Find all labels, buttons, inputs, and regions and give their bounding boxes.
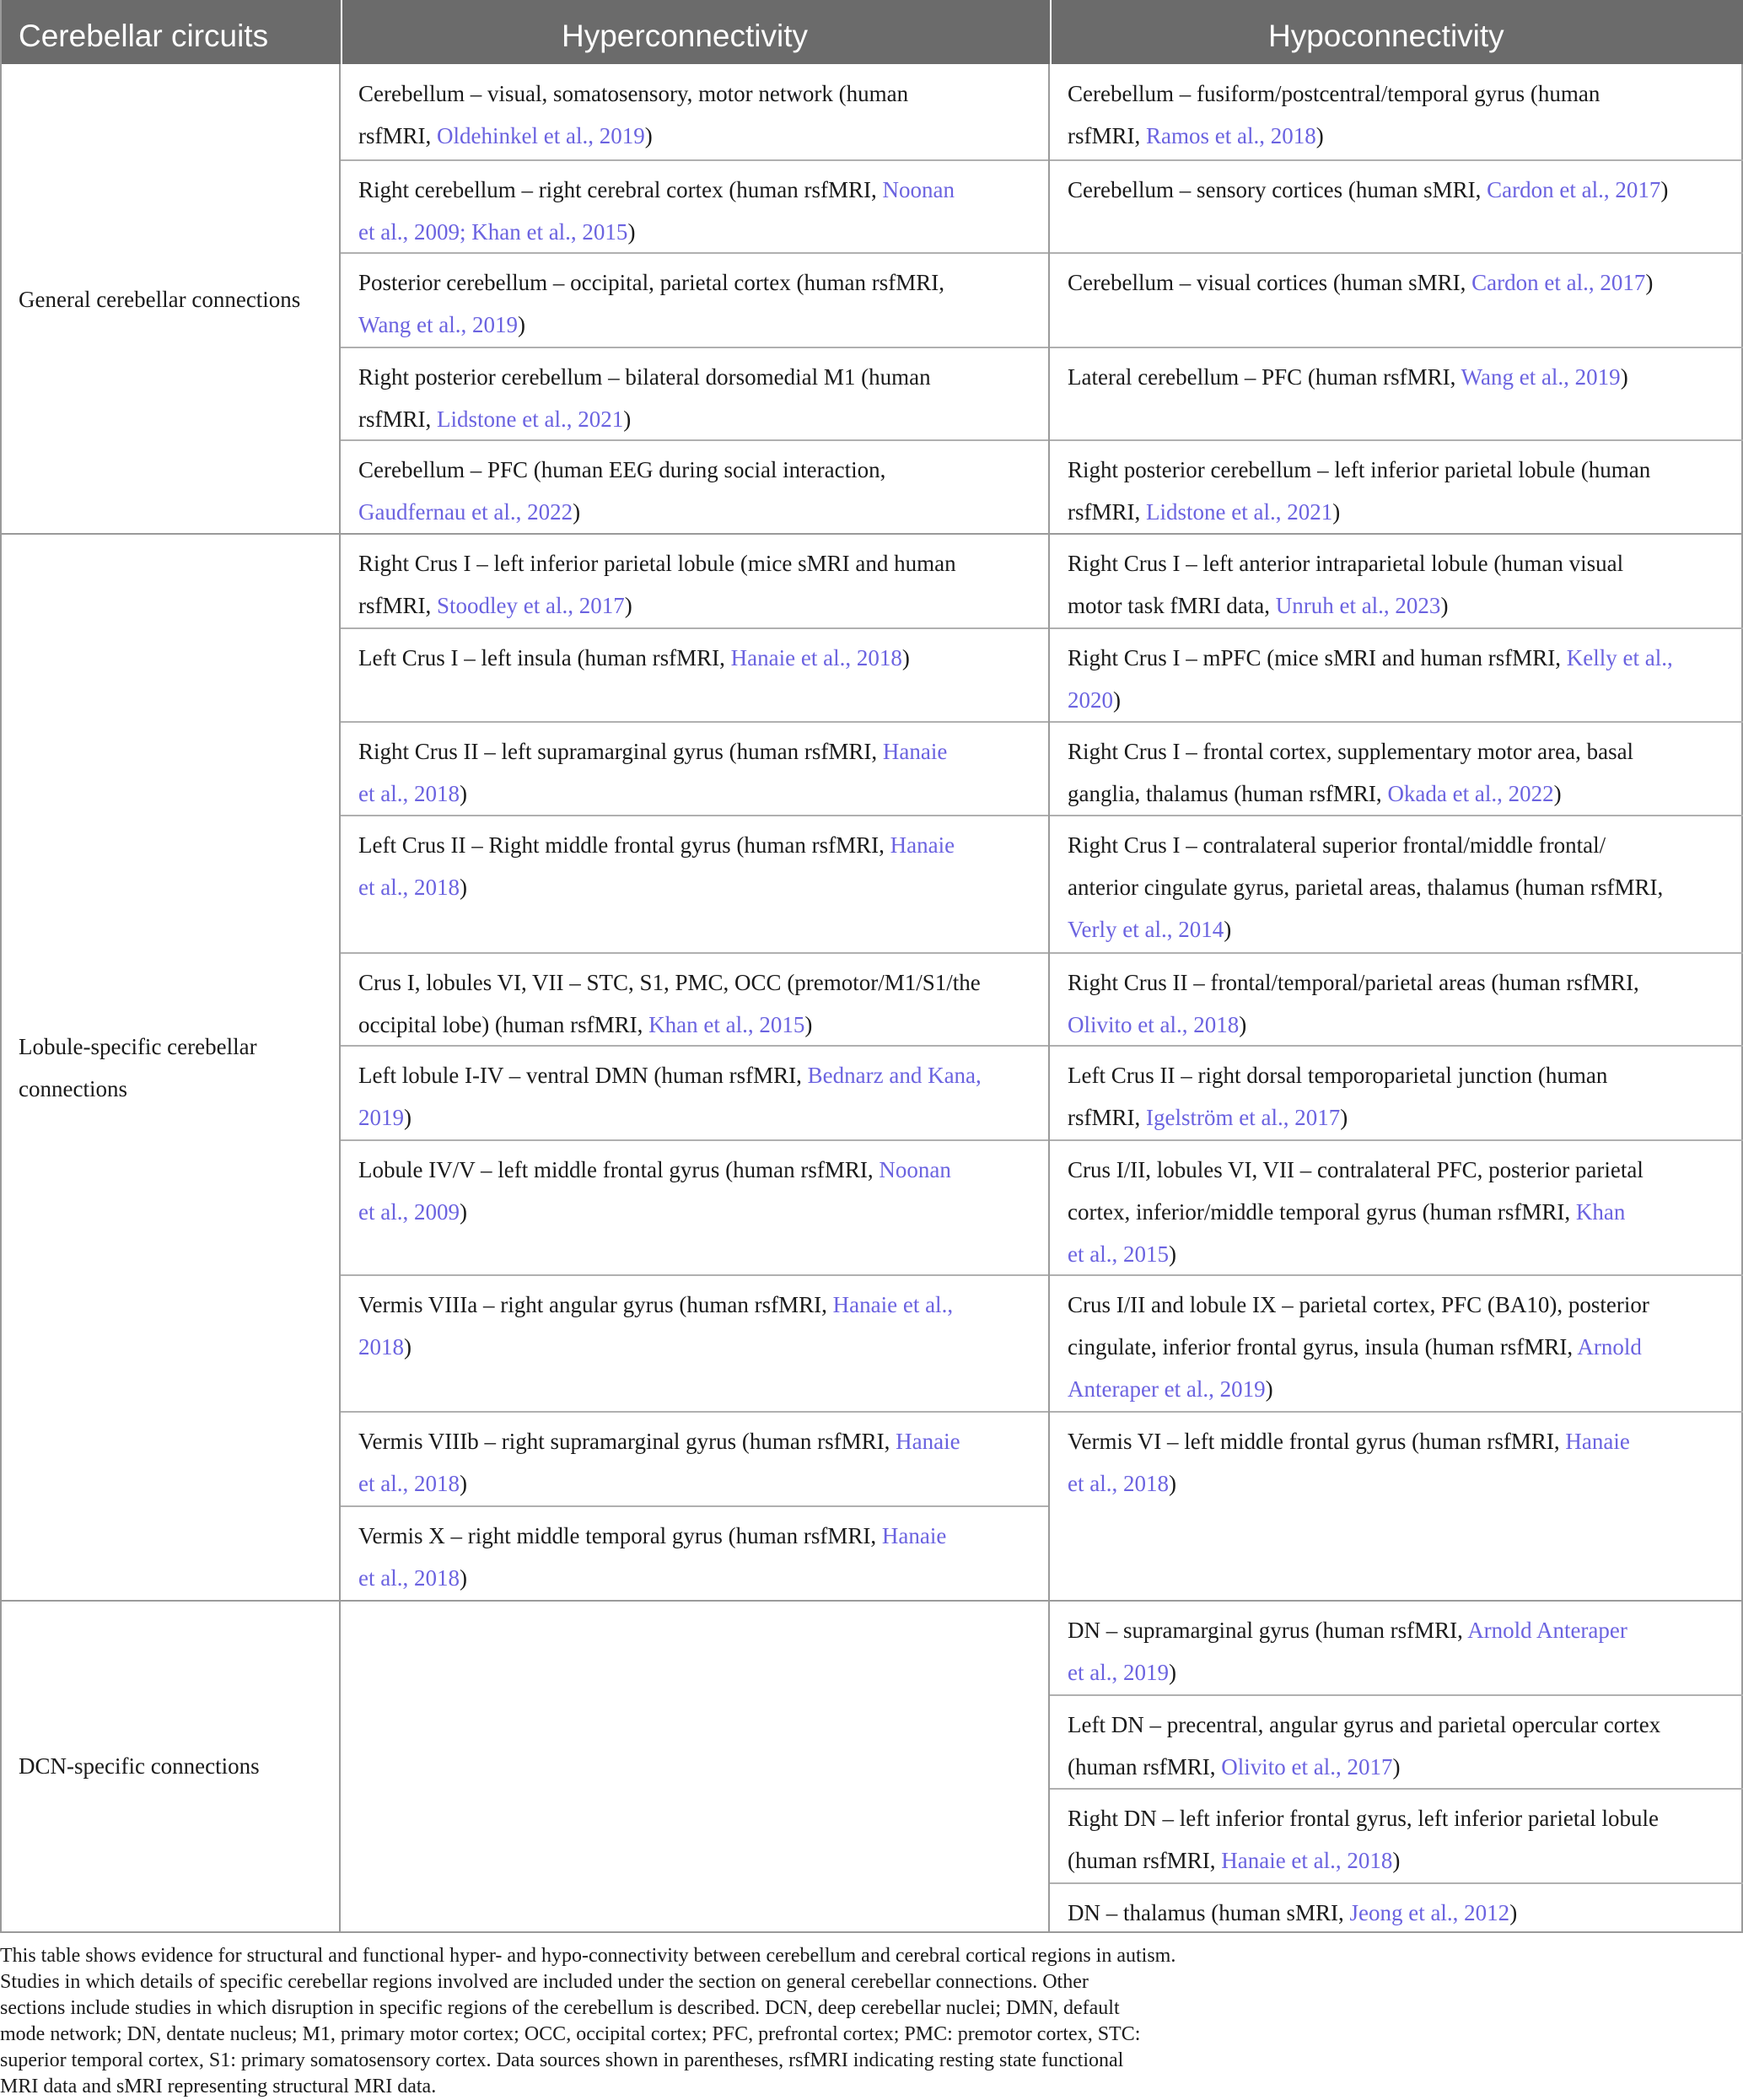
cell-text: Cerebellum – PFC (human EEG during social interaction, — [358, 457, 886, 482]
cell-text: motor task fMRI data, — [1068, 593, 1276, 618]
cell-text: Cerebellum – visual, somatosensory, motor network (human — [358, 81, 909, 106]
cell-line — [1068, 1609, 1734, 1651]
cell-text: ) — [1168, 1241, 1176, 1267]
cell-text: Left Crus I – left insula (human rsfMRI, — [358, 645, 731, 670]
citation-link[interactable]: Hanaie — [1565, 1429, 1630, 1454]
cell-text: ) — [901, 645, 910, 670]
cell-text: ) — [627, 219, 636, 245]
table-footnote — [0, 1943, 1743, 2100]
citation-link[interactable]: Hanaie — [890, 832, 955, 858]
cell-line — [358, 1420, 1046, 1462]
row-divider — [1050, 1882, 1743, 1884]
cell-text: ganglia, thalamus (human rsfMRI, — [1068, 781, 1388, 806]
hypo-cell — [1068, 169, 1734, 211]
cell-text: ) — [1168, 1660, 1176, 1685]
cell-text: ) — [1392, 1754, 1401, 1780]
row-divider — [341, 627, 1048, 629]
cell-line — [1068, 824, 1734, 866]
cell-text: Cerebellum – fusiform/postcentral/temporal gyrus (human — [1068, 81, 1600, 106]
citation-link[interactable]: et al., 2015 — [1068, 1241, 1169, 1267]
hyper-cell — [358, 961, 1046, 1046]
cell-text: ) — [1645, 270, 1654, 295]
cell-text: cingulate, inferior frontal gyrus, insula (human rsfMRI, — [1068, 1334, 1578, 1360]
citation-link[interactable]: Gaudfernau et al., 2022 — [358, 499, 573, 525]
header-divider — [341, 0, 342, 64]
cell-line — [358, 542, 1046, 584]
cell-text: Vermis X – right middle temporal gyrus (human rsfMRI, — [358, 1523, 882, 1548]
cell-text: Left DN – precentral, angular gyrus and parietal opercular cortex — [1068, 1712, 1661, 1737]
hyper-cell — [358, 637, 1046, 679]
citation-link[interactable]: et al., 2009; Khan et al., 2015 — [358, 219, 628, 245]
cell-text: rsfMRI, — [1068, 1105, 1146, 1130]
cell-text: anterior cingulate gyrus, parietal areas, thalamus (human rsfMRI, — [1068, 875, 1664, 900]
cell-text: Right Crus II – frontal/temporal/parietal areas (human rsfMRI, — [1068, 970, 1639, 995]
row-divider — [1050, 627, 1743, 629]
citation-link[interactable]: et al., 2018 — [358, 1471, 460, 1496]
cell-text: Right posterior cerebellum – bilateral dorsomedial M1 (human — [358, 364, 931, 390]
cell-line — [1068, 542, 1734, 584]
cell-text: ) — [459, 1471, 467, 1496]
hypo-cell — [1068, 73, 1734, 157]
row-divider — [1050, 1788, 1743, 1790]
cell-text: ) — [644, 123, 653, 148]
citation-link[interactable]: Verly et al., 2014 — [1068, 917, 1224, 942]
hypo-cell — [1068, 824, 1734, 950]
citation-link[interactable]: Hanaie et al., 2018 — [1221, 1848, 1393, 1873]
cell-line — [358, 773, 1046, 815]
citation-link[interactable]: Khan — [1575, 1199, 1626, 1225]
cell-text: Right Crus I – contralateral superior frontal/middle frontal/ — [1068, 832, 1606, 858]
citation-link[interactable]: Lidstone et al., 2021 — [437, 407, 624, 432]
cell-text: Left Crus II – right dorsal temporoparietal junction (human — [1068, 1063, 1608, 1088]
citation-link[interactable]: Noonan — [879, 1157, 951, 1182]
cell-text: ) — [1113, 687, 1121, 713]
hyper-cell — [358, 261, 1046, 346]
row-divider — [341, 1045, 1048, 1047]
cell-text: Crus I/II and lobule IX – parietal cortex, PFC (BA10), posterior — [1068, 1292, 1649, 1317]
cell-line — [1068, 584, 1734, 627]
cell-line — [1068, 637, 1734, 679]
cell-text: ) — [623, 407, 632, 432]
cell-text: Right Crus II – left supramarginal gyrus (human rsfMRI, — [358, 739, 883, 764]
cell-line — [1068, 1368, 1734, 1410]
cell-text: rsfMRI, — [358, 593, 437, 618]
citation-link[interactable]: et al., 2018 — [358, 875, 460, 900]
cell-text: Cerebellum – visual cortices (human sMRI, — [1068, 270, 1472, 295]
cell-text: Right Crus I – mPFC (mice sMRI and human rsfMRI, — [1068, 645, 1567, 670]
cell-text: ) — [573, 499, 581, 525]
hypo-cell — [1068, 1284, 1734, 1410]
cell-text: rsfMRI, — [358, 123, 437, 148]
citation-link[interactable]: Arnold Anteraper — [1467, 1618, 1627, 1643]
header-hypoconnectivity: Hypoconnectivity — [1268, 19, 1504, 53]
hyper-cell — [358, 356, 1046, 440]
cell-line — [358, 73, 1046, 115]
cell-line — [358, 1096, 1046, 1139]
row-divider — [341, 1274, 1048, 1276]
cell-line — [1068, 1284, 1734, 1326]
cell-line — [358, 449, 1046, 491]
cell-line — [358, 637, 1046, 679]
hypo-cell — [1068, 961, 1734, 1046]
row-divider — [1050, 439, 1743, 441]
cell-line — [358, 261, 1046, 304]
cell-line — [358, 115, 1046, 157]
cell-text: ) — [459, 875, 467, 900]
cell-text: ) — [459, 1565, 467, 1591]
cell-line — [1068, 449, 1734, 491]
row-divider — [1050, 252, 1743, 254]
cell-line — [358, 304, 1046, 346]
citation-link[interactable]: Hanaie et al., — [832, 1292, 954, 1317]
citation-link[interactable]: Cardon et al., 2017 — [1487, 177, 1661, 202]
citation-link[interactable]: et al., 2018 — [358, 1565, 460, 1591]
cell-text: Vermis VI – left middle frontal gyrus (human rsfMRI, — [1068, 1429, 1566, 1454]
cell-line — [358, 1326, 1046, 1368]
cell-text: occipital lobe) (human rsfMRI, — [358, 1012, 649, 1037]
hypo-cell — [1068, 449, 1734, 533]
citation-link[interactable]: Igelström et al., 2017 — [1146, 1105, 1341, 1130]
hyper-cell — [358, 449, 1046, 533]
cell-line — [358, 1004, 1046, 1046]
cell-text: (human rsfMRI, — [1068, 1848, 1222, 1873]
hypo-cell — [1068, 1054, 1734, 1139]
cell-line — [1068, 1651, 1734, 1693]
footnote-line: This table shows evidence for structural and functional hyper- and hypo-connectivity between cerebellum and cerebral cortical regions in autism. — [0, 1945, 1176, 1967]
citation-link[interactable]: et al., 2009 — [358, 1199, 460, 1225]
cell-text: Left lobule I-IV – ventral DMN (human rsfMRI, — [358, 1063, 808, 1088]
cell-text: ) — [459, 1199, 467, 1225]
cell-line — [358, 866, 1046, 908]
cell-line — [1068, 1149, 1734, 1191]
hyper-cell — [358, 1420, 1046, 1505]
cell-line — [1068, 1746, 1734, 1788]
citation-link[interactable]: Arnold — [1577, 1334, 1642, 1360]
cell-text: Right Crus I – left anterior intraparietal lobule (human visual — [1068, 551, 1624, 576]
cell-line — [1068, 1096, 1734, 1139]
row-divider — [1050, 159, 1743, 161]
cell-text: ) — [518, 312, 526, 337]
section-label: General cerebellar connections — [19, 287, 301, 312]
cell-line — [1068, 73, 1734, 115]
row-divider — [1050, 347, 1743, 348]
hypo-cell — [1068, 730, 1734, 815]
cell-line — [1068, 1839, 1734, 1882]
cell-text: Right Crus I – left inferior parietal lobule (mice sMRI and human — [358, 551, 956, 576]
hypo-cell — [1068, 356, 1734, 398]
cell-line — [358, 1557, 1046, 1599]
cell-text: ) — [1553, 781, 1562, 806]
hypo-cell — [1068, 1892, 1734, 1934]
citation-link[interactable]: Stoodley et al., 2017 — [437, 593, 625, 618]
row-divider — [1050, 1411, 1743, 1413]
cell-line — [1068, 866, 1734, 908]
citation-link[interactable]: et al., 2019 — [1068, 1660, 1169, 1685]
row-divider — [1050, 1694, 1743, 1696]
cell-line — [358, 1515, 1046, 1557]
header-divider — [1050, 0, 1052, 64]
hyper-cell — [358, 1515, 1046, 1599]
citation-link[interactable]: Khan et al., 2015 — [648, 1012, 805, 1037]
hyper-cell — [358, 169, 1046, 253]
cell-line — [358, 169, 1046, 211]
cell-text: ) — [804, 1012, 813, 1037]
cell-line — [1068, 679, 1734, 721]
hypo-cell — [1068, 1149, 1734, 1275]
cell-line — [1068, 1054, 1734, 1096]
hypo-cell — [1068, 261, 1734, 304]
cell-line — [1068, 356, 1734, 398]
citation-link[interactable]: Kelly et al., — [1566, 645, 1673, 670]
citation-link[interactable]: Hanaie et al., 2018 — [730, 645, 902, 670]
cell-text: ) — [459, 781, 467, 806]
cell-line — [1068, 1191, 1734, 1233]
row-divider — [341, 347, 1048, 348]
cell-text: ) — [1660, 177, 1669, 202]
cell-line — [1068, 1704, 1734, 1746]
cell-text: rsfMRI, — [1068, 123, 1146, 148]
cell-text: ) — [1315, 123, 1324, 148]
citation-link[interactable]: Lidstone et al., 2021 — [1146, 499, 1333, 525]
cell-line — [358, 1054, 1046, 1096]
citation-link[interactable]: Hanaie — [896, 1429, 960, 1454]
cell-text: ) — [1265, 1376, 1273, 1402]
cell-text: rsfMRI, — [358, 407, 437, 432]
cell-line — [1068, 1233, 1734, 1275]
cell-text: ) — [1440, 593, 1449, 618]
cell-text: Right DN – left inferior frontal gyrus, left inferior parietal lobule — [1068, 1806, 1660, 1831]
row-divider — [341, 721, 1048, 723]
citation-link[interactable]: Noonan — [882, 177, 955, 202]
cell-text: Cerebellum – sensory cortices (human sMRI, — [1068, 177, 1487, 202]
cell-line — [358, 356, 1046, 398]
row-divider — [341, 815, 1048, 816]
cell-line — [1068, 908, 1734, 950]
cell-line — [1068, 1004, 1734, 1046]
cell-line — [1068, 1326, 1734, 1368]
citation-link[interactable]: Wang et al., 2019 — [358, 312, 519, 337]
cell-text: DN – thalamus (human sMRI, — [1068, 1900, 1350, 1925]
hypo-cell — [1068, 542, 1734, 627]
citation-link[interactable]: Cardon et al., 2017 — [1471, 270, 1646, 295]
citation-link[interactable]: Bednarz and Kana, — [807, 1063, 982, 1088]
hyper-cell — [358, 730, 1046, 815]
citation-link[interactable]: Anteraper et al., 2019 — [1068, 1376, 1266, 1402]
footnote-line: MRI data and sMRI representing structural MRI data. — [0, 2076, 437, 2097]
cell-text: ) — [624, 593, 632, 618]
cell-text: ) — [1239, 1012, 1247, 1037]
cell-line — [1068, 115, 1734, 157]
section-divider — [2, 1600, 1743, 1602]
citation-link[interactable]: et al., 2018 — [1068, 1471, 1169, 1496]
hypo-cell — [1068, 1420, 1734, 1505]
row-divider — [341, 1139, 1048, 1141]
column-divider — [1048, 64, 1050, 1931]
citation-link[interactable]: Ramos et al., 2018 — [1146, 123, 1316, 148]
citation-link[interactable]: et al., 2018 — [358, 781, 460, 806]
citation-link[interactable]: Olivito et al., 2018 — [1068, 1012, 1240, 1037]
hypo-cell — [1068, 1609, 1734, 1693]
cell-line — [358, 491, 1046, 533]
hypo-cell — [1068, 1797, 1734, 1882]
cell-line — [358, 1284, 1046, 1326]
row-divider — [1050, 721, 1743, 723]
cell-text: ) — [1392, 1848, 1401, 1873]
cell-text: cortex, inferior/middle temporal gyrus (human rsfMRI, — [1068, 1199, 1576, 1225]
cell-line — [358, 398, 1046, 440]
footnote-line: sections include studies in which disruption in specific regions of the cerebellum is described. DCN, deep cerebellar nuclei; DMN, default — [0, 1997, 1120, 2019]
cell-text: (human rsfMRI, — [1068, 1754, 1222, 1780]
section-divider — [2, 533, 1743, 535]
citation-link[interactable]: Hanaie — [881, 1523, 947, 1548]
column-divider — [339, 64, 341, 1931]
cell-text: Right posterior cerebellum – left inferior parietal lobule (human — [1068, 457, 1651, 482]
cell-line — [358, 730, 1046, 773]
hypo-cell — [1068, 637, 1734, 721]
header-hyperconnectivity: Hyperconnectivity — [562, 19, 809, 53]
cell-line — [1068, 1797, 1734, 1839]
cell-text: Crus I, lobules VI, VII – STC, S1, PMC, OCC (premotor/M1/S1/the — [358, 970, 981, 995]
row-divider — [341, 952, 1048, 954]
cell-line — [1068, 169, 1734, 211]
cell-text: ) — [1332, 499, 1341, 525]
section-label: Lobule-specific cerebellar connections — [19, 1034, 257, 1101]
row-divider — [1050, 1139, 1743, 1141]
row-divider — [1050, 1274, 1743, 1276]
citation-link[interactable]: 2018 — [358, 1334, 404, 1360]
row-divider — [341, 439, 1048, 441]
citation-link[interactable]: Hanaie — [882, 739, 948, 764]
cell-text: rsfMRI, — [1068, 499, 1146, 525]
hyper-cell — [358, 1149, 1046, 1233]
citation-link[interactable]: Okada et al., 2022 — [1387, 781, 1554, 806]
citation-link[interactable]: Oldehinkel et al., 2019 — [437, 123, 645, 148]
cell-line — [1068, 1420, 1734, 1462]
cell-text: Left Crus II – Right middle frontal gyrus (human rsfMRI, — [358, 832, 890, 858]
hypo-cell — [1068, 1704, 1734, 1788]
cell-text: Right Crus I – frontal cortex, supplementary motor area, basal — [1068, 739, 1634, 764]
section-label: DCN-specific connections — [19, 1753, 260, 1779]
cell-line — [1068, 961, 1734, 1004]
cell-line — [358, 1149, 1046, 1191]
citation-link[interactable]: Unruh et al., 2023 — [1275, 593, 1441, 618]
row-divider — [341, 1411, 1048, 1413]
cell-line — [358, 211, 1046, 253]
cell-text: ) — [404, 1334, 412, 1360]
cell-text: ) — [404, 1105, 412, 1130]
cell-line — [358, 961, 1046, 1004]
cell-text: Vermis VIIIb – right supramarginal gyrus (human rsfMRI, — [358, 1429, 896, 1454]
table-header — [2, 0, 1743, 64]
row-divider — [341, 1505, 1048, 1507]
row-divider — [341, 252, 1048, 254]
cell-line — [358, 584, 1046, 627]
cell-line — [1068, 773, 1734, 815]
hyper-cell — [358, 542, 1046, 627]
citation-link[interactable]: Wang et al., 2019 — [1461, 364, 1621, 390]
hyper-cell — [358, 824, 1046, 908]
cell-line — [358, 824, 1046, 866]
cell-line — [1068, 491, 1734, 533]
cell-line — [1068, 1462, 1734, 1505]
cell-text: Crus I/II, lobules VI, VII – contralateral PFC, posterior parietal — [1068, 1157, 1643, 1182]
cell-text: Posterior cerebellum – occipital, parietal cortex (human rsfMRI, — [358, 270, 945, 295]
footnote-line: mode network; DN, dentate nucleus; M1, primary motor cortex; OCC, occipital cortex; PFC, prefrontal cortex; PMC: premotor cortex, STC: — [0, 2023, 1141, 2045]
cell-text: ) — [1509, 1900, 1518, 1925]
cell-text: Vermis VIIIa – right angular gyrus (human rsfMRI, — [358, 1292, 833, 1317]
citation-link[interactable]: 2019 — [358, 1105, 404, 1130]
cell-text: DN – supramarginal gyrus (human rsfMRI, — [1068, 1618, 1468, 1643]
cell-text: Right cerebellum – right cerebral cortex (human rsfMRI, — [358, 177, 883, 202]
row-divider — [1050, 815, 1743, 816]
cell-text: Lobule IV/V – left middle frontal gyrus (human rsfMRI, — [358, 1157, 880, 1182]
cell-line — [1068, 1892, 1734, 1934]
citation-link[interactable]: 2020 — [1068, 687, 1113, 713]
cell-text: Lateral cerebellum – PFC (human rsfMRI, — [1068, 364, 1461, 390]
header-cerebellar-circuits: Cerebellar circuits — [19, 19, 269, 53]
hyper-cell — [358, 1054, 1046, 1139]
citation-link[interactable]: Jeong et al., 2012 — [1349, 1900, 1510, 1925]
cell-line — [1068, 261, 1734, 304]
hyper-cell — [358, 73, 1046, 157]
footnote-line: Studies in which details of specific cerebellar regions involved are included under the section on general cerebellar connections. Other — [0, 1971, 1089, 1993]
cell-line — [358, 1462, 1046, 1505]
hyper-cell — [358, 1284, 1046, 1368]
row-divider — [341, 159, 1048, 161]
cell-text: ) — [1224, 917, 1232, 942]
cell-text: ) — [1168, 1471, 1176, 1496]
cell-line — [1068, 730, 1734, 773]
row-divider — [1050, 1045, 1743, 1047]
row-divider — [1050, 952, 1743, 954]
citation-link[interactable]: Olivito et al., 2017 — [1221, 1754, 1393, 1780]
cell-line — [358, 1191, 1046, 1233]
cell-text: ) — [1340, 1105, 1348, 1130]
cell-text: ) — [1620, 364, 1628, 390]
footnote-line: superior temporal cortex, S1: primary somatosensory cortex. Data sources shown in parentheses, rsfMRI indicating resting state functional — [0, 2049, 1124, 2071]
